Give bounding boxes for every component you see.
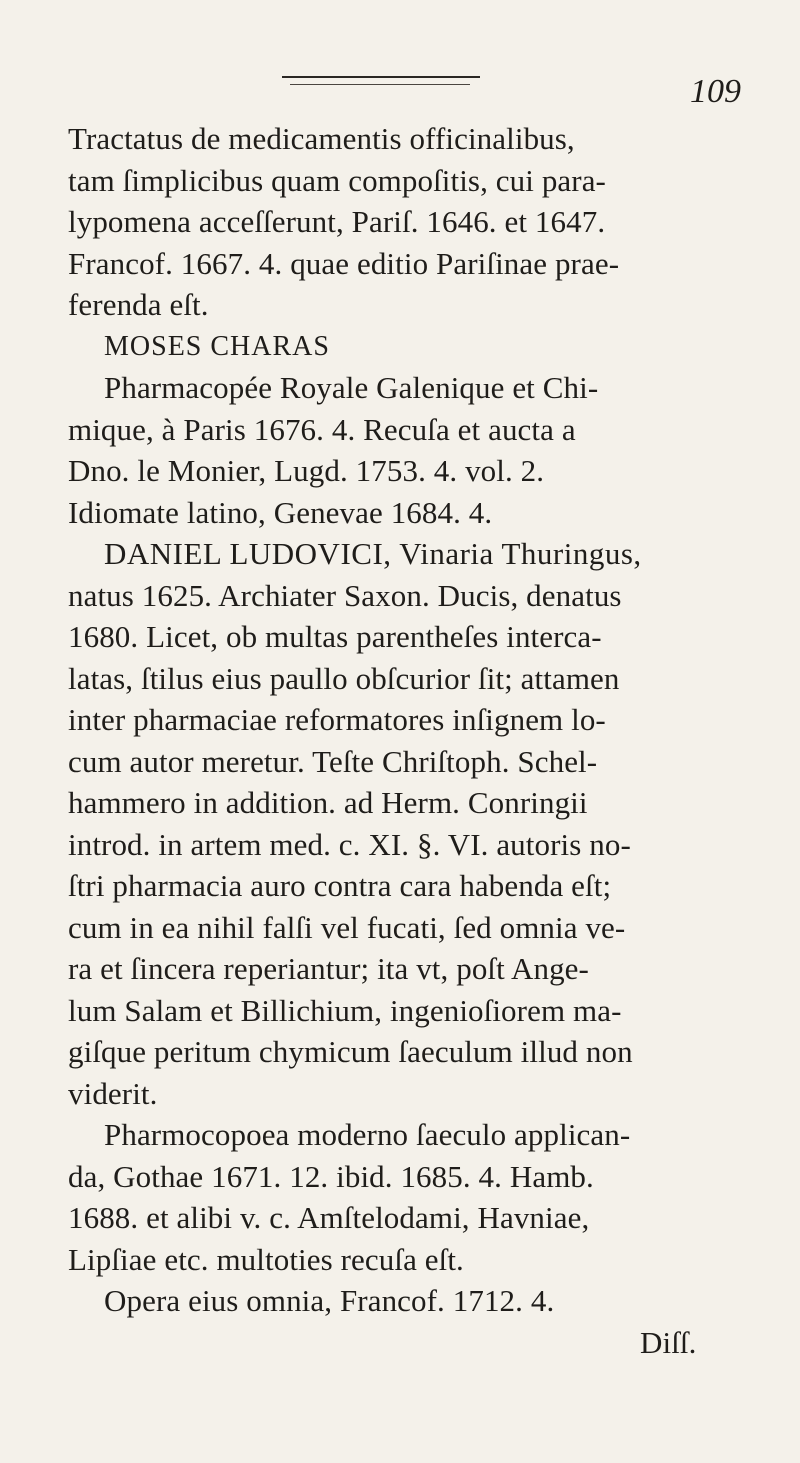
text-line: giſque peritum chymicum ſaeculum illud non bbox=[68, 1034, 633, 1069]
text-line: viderit. bbox=[68, 1075, 158, 1111]
text-line: lypomena acceſſerunt, Pariſ. 1646. et 1647. bbox=[68, 204, 606, 239]
text-line: natus 1625. Archiater Saxon. Ducis, denatus bbox=[68, 577, 622, 613]
text-line: ferenda eſt. bbox=[68, 287, 209, 322]
text-line: Pharmacopée Royale Galenique et Chi- bbox=[104, 370, 599, 405]
text-line: latas, ſtilus eius paullo obſcurior ſit; attamen bbox=[68, 660, 620, 696]
text-line: tam ſimplicibus quam compoſitis, cui para- bbox=[68, 162, 606, 198]
text-line: cum autor meretur. Teſte Chriſtoph. Schel- bbox=[68, 743, 598, 779]
text-line: ſtri pharmacia auro contra cara habenda eſt; bbox=[68, 868, 612, 903]
text-line: cum in ea nihil falſi vel fucati, ſed omnia ve- bbox=[68, 909, 626, 945]
text-line: Pharmocopoea moderno ſaeculo applican- bbox=[104, 1117, 631, 1152]
author-heading: MOSES CHARAS bbox=[104, 330, 330, 362]
text-line: Dno. le Monier, Lugd. 1753. 4. vol. 2. bbox=[68, 453, 545, 488]
text-line: Opera eius omnia, Francof. 1712. 4. bbox=[104, 1283, 555, 1318]
header-rule bbox=[282, 76, 480, 78]
text-line: lum Salam et Billichium, ingenioſiorem ma- bbox=[68, 992, 622, 1028]
text-line: 1688. et alibi v. c. Amſtelodami, Havniae, bbox=[68, 1200, 590, 1235]
text-line: da, Gothae 1671. 12. ibid. 1685. 4. Hamb. bbox=[68, 1158, 594, 1194]
text-line: Lipſiae etc. multoties recuſa eſt. bbox=[68, 1241, 464, 1277]
header-rule-thin bbox=[290, 84, 470, 85]
text-line: Tractatus de medicamentis officinalibus, bbox=[68, 121, 575, 156]
text-line: Idiomate latino, Genevae 1684. 4. bbox=[68, 494, 493, 530]
page-number: 109 bbox=[690, 73, 741, 110]
text-line: 1680. Licet, ob multas parentheſes interca- bbox=[68, 619, 602, 654]
text-line: inter pharmaciae reformatores inſignem lo- bbox=[68, 702, 606, 737]
text-line: DANIEL LUDOVICI, Vinaria Thuringus, bbox=[104, 536, 642, 571]
text-line: introd. in artem med. c. XI. §. VI. autoris no- bbox=[68, 826, 631, 862]
text-line: ra et ſincera reperiantur; ita vt, poſt Ange- bbox=[68, 951, 589, 986]
text-line: hammero in addition. ad Herm. Conringii bbox=[68, 785, 588, 820]
text-line: Francof. 1667. 4. quae editio Pariſinae prae- bbox=[68, 245, 620, 281]
text-line: mique, à Paris 1676. 4. Recuſa et aucta a bbox=[68, 411, 576, 447]
catchword: Diſſ. bbox=[640, 1324, 697, 1360]
